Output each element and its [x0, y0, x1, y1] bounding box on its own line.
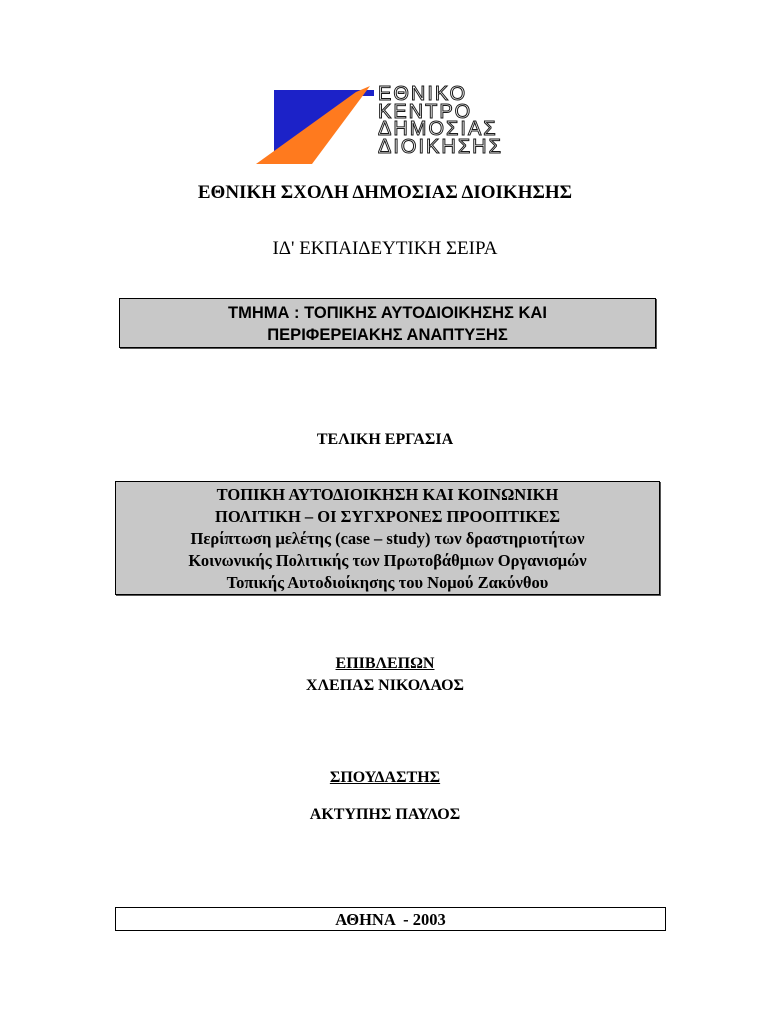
logo-line: ΔΙΟΙΚΗΣΗΣ: [378, 135, 503, 158]
logo-wordmark: [378, 83, 503, 158]
thesis-title-box: [115, 481, 660, 595]
title-line-4: Κοινωνικής Πολιτικής των Πρωτοβάθμιων Οργανισμών: [188, 551, 587, 570]
title-line-1: ΤΟΠΙΚΗ ΑΥΤΟΔΙΟΙΚΗΣΗ ΚΑΙ ΚΟΙΝΩΝΙΚΗ: [216, 485, 559, 504]
supervisor-name: ΧΛΕΠΑΣ ΝΙΚΟΛΑΟΣ: [306, 677, 464, 694]
department-box: [119, 298, 656, 348]
place-year-box: [115, 907, 666, 931]
student-label: ΣΠΟΥΔΑΣΤΗΣ: [329, 769, 441, 786]
place-year: ΑΘΗΝΑ - 2003: [335, 910, 446, 929]
title-line-2: ΠΟΛΙΤΙΚΗ – ΟΙ ΣΥΓΧΡΟΝΕΣ ΠΡΟΟΠΤΙΚΕΣ: [214, 507, 561, 526]
logo-line: ΔΗΜΟΣΙΑΣ: [378, 118, 498, 140]
department-line-1: ΤΜΗΜΑ : ΤΟΠΙΚΗΣ ΑΥΤΟΔΙΟΙΚΗΣΗΣ ΚΑΙ: [228, 304, 547, 322]
work-type-heading: ΤΕΛΙΚΗ ΕΡΓΑΣΙΑ: [316, 431, 454, 448]
logo-emblem-icon: [252, 84, 382, 168]
logo-line: ΕΘΝΙΚΟ: [378, 83, 468, 105]
title-line-5: Τοπικής Αυτοδιοίκησης του Νομού Ζακύνθου: [226, 573, 549, 592]
series-heading: ΙΔ' ΕΚΠΑΙΔΕΥΤΙΚΗ ΣΕΙΡΑ: [272, 238, 498, 259]
logo-line: ΚΕΝΤΡΟ: [378, 100, 473, 123]
title-line-3: Περίπτωση μελέτης (case – study) των δραστηριοτήτων: [190, 529, 585, 548]
student-name: ΑΚΤΥΠΗΣ ΠΑΥΛΟΣ: [309, 806, 461, 823]
department-line-2: ΠΕΡΙΦΕΡΕΙΑΚΗΣ ΑΝΑΠΤΥΞΗΣ: [267, 326, 508, 344]
supervisor-label: ΕΠΙΒΛΕΠΩΝ: [335, 655, 435, 672]
school-heading: ΕΘΝΙΚΗ ΣΧΟΛΗ ΔΗΜΟΣΙΑΣ ΔΙΟΙΚΗΣΗΣ: [197, 182, 573, 203]
institution-logo: [252, 84, 532, 168]
